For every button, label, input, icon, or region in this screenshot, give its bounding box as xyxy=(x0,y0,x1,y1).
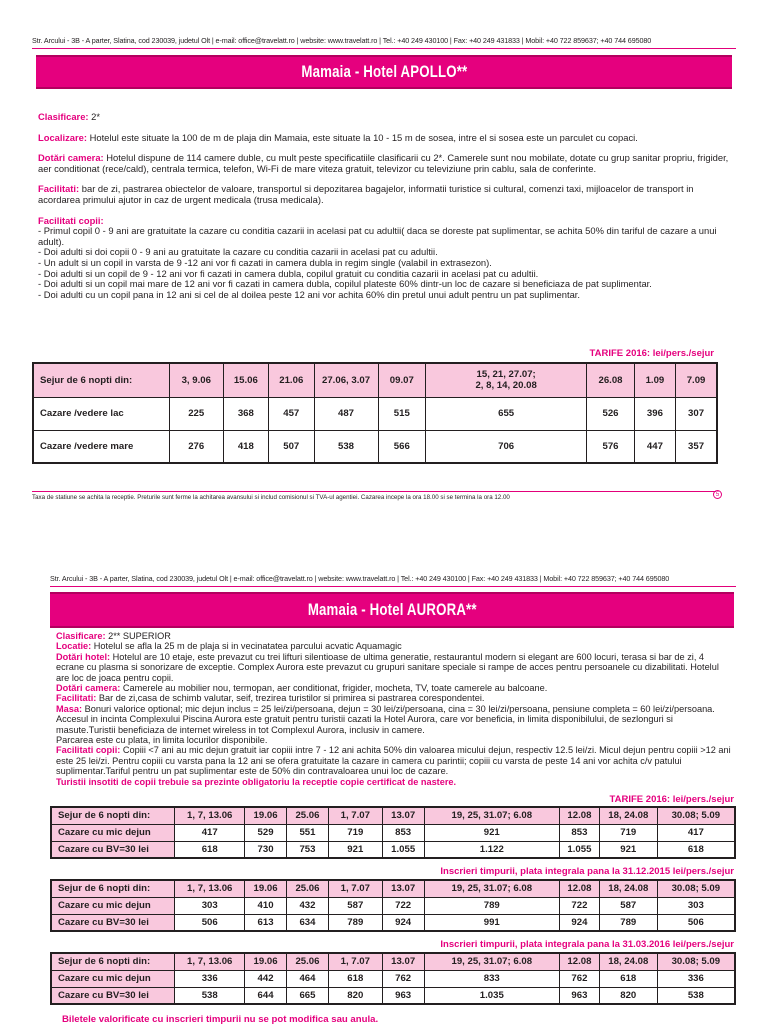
price-cell: 442 xyxy=(245,970,287,987)
date-cell: 30.08; 5.09 xyxy=(657,880,735,897)
price-cell: 722 xyxy=(382,897,424,914)
table-header-row xyxy=(33,363,717,397)
price-cell: 368 xyxy=(223,397,268,430)
price-cell: 225 xyxy=(169,397,223,430)
price-cell: 789 xyxy=(599,914,657,931)
facilitati-label: Facilitati: xyxy=(38,183,80,195)
tarife-label: TARIFE 2016: xyxy=(609,794,671,805)
aurora-masa xyxy=(56,704,734,735)
price-cell: 447 xyxy=(634,430,675,463)
price-cell: 1.055 xyxy=(559,841,599,858)
apollo-clasificare xyxy=(38,112,732,123)
apollo-facilitati xyxy=(38,184,732,205)
price-cell: 722 xyxy=(559,897,599,914)
price-cell: 307 xyxy=(676,397,717,430)
dotari-label: Dotări camera: xyxy=(38,152,104,164)
aurora-locatie xyxy=(56,641,734,651)
tarife-unit: lei/pers./sejur xyxy=(670,794,734,805)
table-row xyxy=(51,841,735,858)
date-cell: 25.06 xyxy=(287,807,329,824)
date-cell: 19.06 xyxy=(245,953,287,970)
price-cell: 487 xyxy=(314,397,378,430)
date-cell: 19.06 xyxy=(245,807,287,824)
masa-label: Masa: xyxy=(56,703,83,714)
date-cell: 09.07 xyxy=(378,363,426,397)
price-cell: 303 xyxy=(657,897,735,914)
date-cell: 3, 9.06 xyxy=(169,363,223,397)
dotari-value: Hotelul dispune de 114 camere duble, cu mult peste specificatiile clasificarii cu 2*. Camerele sunt nou mobilate, dotate cu grup sanitar propriu, frigider, aer conditionat (rece/cald), centrala termica, telefon, Wi-Fi de mare viteza gratuit, televizor cu televiziune prin cablu, sala de conferinte. xyxy=(38,152,729,174)
header-label: Sejur de 6 nopti din: xyxy=(51,807,175,824)
facilitati-value: bar de zi, pastrarea obiectelor de valoare, transportul si depozitarea bagajelor, informatii turistice si cultural, comenzi taxi, mijloacelor de transport in acordarea primului ajutor in caz de urgent medicala (trusa medicala). xyxy=(38,183,694,205)
price-cell: 618 xyxy=(175,841,245,858)
table-row xyxy=(51,970,735,987)
date-cell: 18, 24.08 xyxy=(599,953,657,970)
price-cell: 753 xyxy=(287,841,329,858)
price-cell: 457 xyxy=(269,397,314,430)
price-cell: 706 xyxy=(426,430,587,463)
price-cell: 618 xyxy=(657,841,735,858)
date-cell: 13.07 xyxy=(382,880,424,897)
price-cell: 336 xyxy=(657,970,735,987)
contact-line: Str. Arcului - 3B - A parter, Slatina, cod 230039, judetul Olt | e-mail: office@travelatt.ro | website: www.travelatt.ro | Tel.: +40 249 430100 | Fax: +40 249 431833 | Mobil: +40 722 859637; +40 744 695080 xyxy=(32,36,652,45)
aurora-tarife-heading xyxy=(610,794,734,805)
price-cell: 396 xyxy=(634,397,675,430)
copii-line: - Un adult si un copil in varsta de 9 -12 ani vor fi cazati in camera dubla in regim single (valabil in extrasezon). xyxy=(38,256,492,268)
price-cell: 921 xyxy=(328,841,382,858)
date-cell: 25.06 xyxy=(287,953,329,970)
price-cell: 276 xyxy=(169,430,223,463)
price-cell: 820 xyxy=(599,987,657,1004)
price-cell: 410 xyxy=(245,897,287,914)
row-label: Cazare cu BV=30 lei xyxy=(51,914,175,931)
price-cell: 719 xyxy=(599,824,657,841)
price-cell: 464 xyxy=(287,970,329,987)
price-cell: 833 xyxy=(424,970,559,987)
price-cell: 644 xyxy=(245,987,287,1004)
price-cell: 853 xyxy=(382,824,424,841)
price-cell: 538 xyxy=(175,987,245,1004)
date-cell: 30.08; 5.09 xyxy=(657,807,735,824)
date-cell: 19, 25, 31.07; 6.08 xyxy=(424,807,559,824)
aurora-price-table xyxy=(50,806,736,859)
date-cell: 13.07 xyxy=(382,807,424,824)
price-cell: 921 xyxy=(424,824,559,841)
apollo-tarife-heading xyxy=(590,348,714,359)
date-cell: 15.06 xyxy=(223,363,268,397)
price-cell: 538 xyxy=(314,430,378,463)
table-row xyxy=(51,987,735,1004)
row-label: Cazare /vedere mare xyxy=(33,430,169,463)
date-cell: 7.09 xyxy=(676,363,717,397)
page-number: 5 xyxy=(713,490,722,499)
tarife-label: TARIFE 2016: xyxy=(589,348,651,359)
aurora-clasificare xyxy=(56,631,734,641)
price-cell: 762 xyxy=(382,970,424,987)
table-row xyxy=(33,397,717,430)
aurora-dotari-camera xyxy=(56,683,734,693)
date-cell: 1, 7.07 xyxy=(328,807,382,824)
copii-line: - Doi adulti cu un copil pana in 12 ani si cel de al doilea peste 12 ani vor achita 60% din pretul unui adult pentru un pat suplimentar. xyxy=(38,288,581,300)
price-cell: 789 xyxy=(424,897,559,914)
header-label: Sejur de 6 nopti din: xyxy=(33,363,169,397)
footnote-divider xyxy=(32,491,716,492)
date-cell: 30.08; 5.09 xyxy=(657,953,735,970)
date-cell: 21.06 xyxy=(269,363,314,397)
price-cell: 529 xyxy=(245,824,287,841)
row-label: Cazare cu BV=30 lei xyxy=(51,987,175,1004)
locatie-label: Locatie: xyxy=(56,641,92,652)
clasificare-label: Clasificare: xyxy=(56,631,106,641)
row-label: Cazare cu mic dejun xyxy=(51,824,175,841)
price-cell: 506 xyxy=(657,914,735,931)
copii-label: Facilitati copii: xyxy=(56,745,121,756)
clasificare-value: 2* xyxy=(88,111,101,122)
tarife-unit: lei/pers./sejur xyxy=(650,348,714,359)
price-cell: 587 xyxy=(328,897,382,914)
price-cell: 507 xyxy=(269,430,314,463)
date-cell: 13.07 xyxy=(382,953,424,970)
price-cell: 303 xyxy=(175,897,245,914)
hotel-apollo-title: Mamaia - Hotel APOLLO** xyxy=(301,62,467,81)
aurora-parcare: Parcarea este cu plata, in limita locurilor disponibile. xyxy=(56,735,268,746)
table-header-row xyxy=(51,880,735,897)
price-cell: 538 xyxy=(657,987,735,1004)
aurora-early-table-2 xyxy=(50,952,736,1005)
row-label: Cazare cu mic dejun xyxy=(51,897,175,914)
dotari-hotel-value: Hotelul are 10 etaje, este prevazut cu trei lifturi silentioase de ultima generatie, restaurantul modern si elegant are 600 locuri, terasa si bar de zi, 4 ecrane cu plasma si sonorizare de exceptie. Complex Aurora este prevazut cu grupuri sanitare speciale si rampe de acces pentru persoanele cu dizabilitati. Hotelul are loc de joaca pentru copii. xyxy=(56,651,719,683)
price-cell: 730 xyxy=(245,841,287,858)
price-cell: 618 xyxy=(599,970,657,987)
date-cell: 12.08 xyxy=(559,807,599,824)
date-cell: 27.06, 3.07 xyxy=(314,363,378,397)
early-booking-1-heading: Inscrieri timpurii, plata integrala pana la 31.12.2015 lei/pers./sejur xyxy=(440,866,734,877)
price-cell: 618 xyxy=(328,970,382,987)
price-cell: 515 xyxy=(378,397,426,430)
copii-value: Copiii <7 ani au mic dejun gratuit iar copiii intre 7 - 12 ani achita 50% din valoarea micului dejun, respectiv 12.5 lei/zi. Micul dejun pentru copiii >12 ani este 25 lei/zi. Pentru copiii cu varsta pana la 12 ani se ofera gratuitate la cazare in camera cu parintii; copiii cu varsta de peste 14 ani vor achita c/v patului suplimentar.Tariful pentru un pat suplimentar este de 50% din contravaloarea unui loc de cazare. xyxy=(56,745,731,777)
row-label: Cazare /vedere lac xyxy=(33,397,169,430)
price-cell: 853 xyxy=(559,824,599,841)
date-cell: 15, 21, 27.07; 2, 8, 14, 20.08 xyxy=(426,363,587,397)
date-cell: 19, 25, 31.07; 6.08 xyxy=(424,880,559,897)
date-cell: 1.09 xyxy=(634,363,675,397)
date-cell: 1, 7, 13.06 xyxy=(175,807,245,824)
copii-line: - Doi adulti si un copil de 9 - 12 ani vor fi cazati in camera dubla, copilul gratuit cu conditia cazarii in acelasi pat cu adultii. xyxy=(38,267,539,279)
facilitati-value: Bar de zi,casa de schimb valutar, seif, trezirea turistilor si primirea si pastrarea corespondentei. xyxy=(96,693,485,704)
price-cell: 613 xyxy=(245,914,287,931)
price-cell: 924 xyxy=(382,914,424,931)
copii-line: - Doi adulti si un copil mai mare de 12 ani vor fi cazati in camera dubla, copilul plateste 60% dintr-un loc de cazare si beneficiaza de pat suplimentar. xyxy=(38,278,652,290)
price-cell: 991 xyxy=(424,914,559,931)
price-cell: 655 xyxy=(426,397,587,430)
table-row xyxy=(51,897,735,914)
clasificare-value: 2** SUPERIOR xyxy=(105,631,171,641)
date-cell: 25.06 xyxy=(287,880,329,897)
table-row xyxy=(51,914,735,931)
price-cell: 432 xyxy=(287,897,329,914)
table-header-row xyxy=(51,953,735,970)
apollo-localizare xyxy=(38,133,732,144)
price-cell: 1.122 xyxy=(424,841,559,858)
aurora-early-table-1 xyxy=(50,879,736,932)
table-header-row xyxy=(51,807,735,824)
table-row xyxy=(33,430,717,463)
contact-line: Str. Arcului - 3B - A parter, Slatina, cod 230039, judetul Olt | e-mail: office@travelatt.ro | website: www.travelatt.ro | Tel.: +40 249 430100 | Fax: +40 249 431833 | Mobil: +40 722 859637; +40 744 695080 xyxy=(50,574,670,583)
hotel-apollo-banner xyxy=(36,55,732,89)
apollo-description xyxy=(38,112,732,300)
price-cell: 551 xyxy=(287,824,329,841)
price-cell: 526 xyxy=(587,397,635,430)
price-cell: 418 xyxy=(223,430,268,463)
localizare-label: Localizare: xyxy=(38,131,87,143)
table-row xyxy=(51,824,735,841)
copii-line: - Doi adulti si doi copii 0 - 9 ani au gratuitate la cazare cu conditia cazarii in acelasi pat cu adultii. xyxy=(38,246,438,258)
price-cell: 357 xyxy=(676,430,717,463)
hotel-aurora-title: Mamaia - Hotel AURORA** xyxy=(307,600,477,619)
date-cell: 12.08 xyxy=(559,880,599,897)
date-cell: 18, 24.08 xyxy=(599,807,657,824)
apollo-price-table xyxy=(32,362,718,464)
date-cell: 26.08 xyxy=(587,363,635,397)
row-label: Cazare cu BV=30 lei xyxy=(51,841,175,858)
price-cell: 506 xyxy=(175,914,245,931)
apollo-dotari xyxy=(38,153,732,174)
masa-value: Bonuri valorice optional; mic dejun inclus = 25 lei/zi/persoana, dejun = 30 lei/zi/persoana, cina = 30 lei/zi/persoana, pensiune completa = 60 lei/zi/persoana. Accesul in incinta Complexului Piscina Aurora este gratuit pentru turistii cazati la Hotel Aurora, care vor beneficia, in limita disponibilului, de sezlonguri si masute.Turistii beneficiaza de internet wireless in tot Complexul Aurora, inclusiv in camere. xyxy=(56,703,715,735)
locatie-value: Hotelul se afla la 25 m de plaja si in vecinatatea parcului acvatic Aquamagic xyxy=(91,641,402,652)
price-cell: 921 xyxy=(599,841,657,858)
price-cell: 963 xyxy=(559,987,599,1004)
price-cell: 576 xyxy=(587,430,635,463)
localizare-value: Hotelul este situate la 100 de m de plaja din Mamaia, este situate la 10 - 15 m de sosea, intre el si sosea este un parculet cu copaci. xyxy=(86,131,638,143)
early-booking-notice: Biletele valorificate cu inscrieri timpurii nu se pot modifica sau anula. xyxy=(62,1014,379,1024)
date-cell: 1, 7, 13.06 xyxy=(175,880,245,897)
dotari-camera-value: Camerele au mobilier nou, termopan, aer conditionat, frigider, mocheta, TV, toate camerele au balcoane. xyxy=(120,683,548,694)
apollo-footnote: Taxa de statiune se achita la receptie. Preturile sunt ferme la achitarea avansului si includ comisionul si TVA-ul agentiei. Cazarea incepe la ora 18.00 si se termina la ora 12.00 xyxy=(32,494,510,501)
date-cell: 1, 7.07 xyxy=(328,880,382,897)
aurora-copii xyxy=(56,745,734,776)
aurora-description xyxy=(56,631,734,787)
price-cell: 566 xyxy=(378,430,426,463)
hotel-aurora-banner xyxy=(50,592,734,628)
price-cell: 665 xyxy=(287,987,329,1004)
date-cell: 1, 7.07 xyxy=(328,953,382,970)
aurora-certificat-note: Turistii insotiti de copii trebuie sa prezinte obligatoriu la receptie copie certificat de nastere. xyxy=(56,776,457,787)
price-cell: 1.055 xyxy=(382,841,424,858)
dotari-camera-label: Dotări camera: xyxy=(56,683,121,694)
price-cell: 820 xyxy=(328,987,382,1004)
price-cell: 1.035 xyxy=(424,987,559,1004)
price-cell: 417 xyxy=(175,824,245,841)
row-label: Cazare cu mic dejun xyxy=(51,970,175,987)
contact-divider xyxy=(32,48,736,49)
copii-line: - Primul copil 0 - 9 ani are gratuitate la cazare cu conditia cazarii in acelasi pat cu adultii( daca se doreste pat suplimentar, se achita 50% din tariful de cazare a unui adult). xyxy=(38,225,717,247)
price-cell: 924 xyxy=(559,914,599,931)
price-cell: 963 xyxy=(382,987,424,1004)
contact-divider xyxy=(50,586,736,587)
date-cell: 19, 25, 31.07; 6.08 xyxy=(424,953,559,970)
dotari-hotel-label: Dotări hotel: xyxy=(56,651,111,662)
price-cell: 634 xyxy=(287,914,329,931)
date-cell: 18, 24.08 xyxy=(599,880,657,897)
clasificare-label: Clasificare: xyxy=(38,111,89,122)
price-cell: 719 xyxy=(328,824,382,841)
price-cell: 762 xyxy=(559,970,599,987)
header-label: Sejur de 6 nopti din: xyxy=(51,953,175,970)
header-label: Sejur de 6 nopti din: xyxy=(51,880,175,897)
aurora-dotari-hotel xyxy=(56,652,734,683)
price-cell: 417 xyxy=(657,824,735,841)
date-cell: 1, 7, 13.06 xyxy=(175,953,245,970)
price-cell: 336 xyxy=(175,970,245,987)
aurora-facilitati xyxy=(56,693,734,703)
copii-label: Facilitati copii: xyxy=(38,214,104,226)
facilitati-label: Facilitati: xyxy=(56,693,97,704)
price-cell: 587 xyxy=(599,897,657,914)
price-cell: 789 xyxy=(328,914,382,931)
early-booking-2-heading: Inscrieri timpurii, plata integrala pana la 31.03.2016 lei/pers./sejur xyxy=(440,939,734,950)
date-cell: 12.08 xyxy=(559,953,599,970)
date-cell: 19.06 xyxy=(245,880,287,897)
